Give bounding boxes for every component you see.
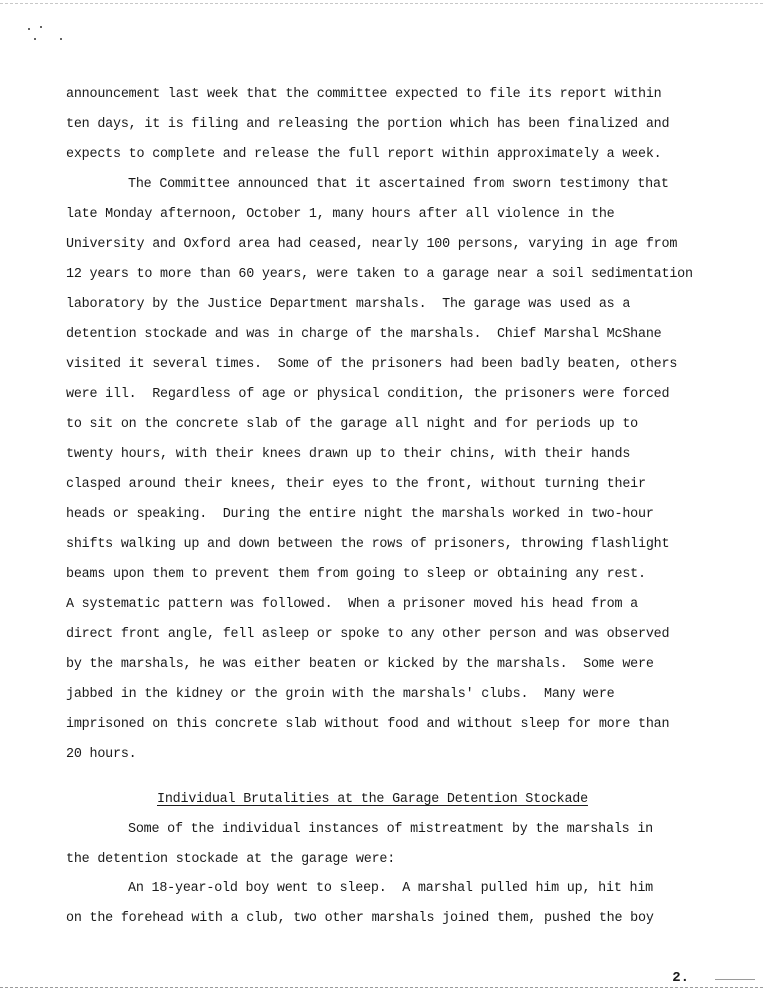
- text-line: imprisoned on this concrete slab without food and without sleep for more than: [66, 717, 670, 732]
- text-line: clasped around their knees, their eyes to the front, without turning their: [66, 477, 646, 492]
- footer-rule: [715, 979, 755, 980]
- text-line: heads or speaking. During the entire night the marshals worked in two-hour: [66, 507, 654, 522]
- text-line: 12 years to more than 60 years, were taken to a garage near a soil sedimentation: [66, 267, 693, 282]
- text-line: 20 hours.: [66, 747, 137, 762]
- text-line: by the marshals, he was either beaten or kicked by the marshals. Some were: [66, 657, 654, 672]
- text-line: The Committee announced that it ascertained from sworn testimony that: [128, 177, 669, 192]
- text-line: ten days, it is filing and releasing the portion which has been finalized and: [66, 117, 670, 132]
- text-line: late Monday afternoon, October 1, many hours after all violence in the: [66, 207, 615, 222]
- bottom-scan-edge: [0, 987, 763, 988]
- text-line: A systematic pattern was followed. When a prisoner moved his head from a: [66, 597, 639, 612]
- top-scan-edge: [0, 3, 763, 4]
- text-line: shifts walking up and down between the rows of prisoners, throwing flashlight: [66, 537, 670, 552]
- text-line: on the forehead with a club, two other marshals joined them, pushed the boy: [66, 911, 654, 926]
- section-heading: Individual Brutalities at the Garage Detention Stockade: [157, 792, 588, 807]
- text-line: Some of the individual instances of mistreatment by the marshals in: [128, 822, 653, 837]
- text-line: visited it several times. Some of the prisoners had been badly beaten, others: [66, 357, 678, 372]
- text-line: the detention stockade at the garage were:: [66, 852, 396, 867]
- text-line: laboratory by the Justice Department marshals. The garage was used as a: [66, 297, 631, 312]
- page-number: 2.: [672, 970, 689, 986]
- text-line: An 18-year-old boy went to sleep. A marshal pulled him up, hit him: [128, 881, 653, 896]
- text-line: detention stockade and was in charge of the marshals. Chief Marshal McShane: [66, 327, 662, 342]
- text-line: were ill. Regardless of age or physical condition, the prisoners were forced: [66, 387, 670, 402]
- text-line: jabbed in the kidney or the groin with the marshals' clubs. Many were: [66, 687, 615, 702]
- text-line: University and Oxford area had ceased, nearly 100 persons, varying in age from: [66, 237, 678, 252]
- text-line: twenty hours, with their knees drawn up to their chins, with their hands: [66, 447, 631, 462]
- text-line: direct front angle, fell asleep or spoke to any other person and was observed: [66, 627, 670, 642]
- text-line: expects to complete and release the full report within approximately a week.: [66, 147, 662, 162]
- text-line: to sit on the concrete slab of the garage all night and for periods up to: [66, 417, 639, 432]
- text-line: beams upon them to prevent them from going to sleep or obtaining any rest.: [66, 567, 646, 582]
- text-line: announcement last week that the committee expected to file its report within: [66, 87, 662, 102]
- scan-specks: [26, 26, 66, 46]
